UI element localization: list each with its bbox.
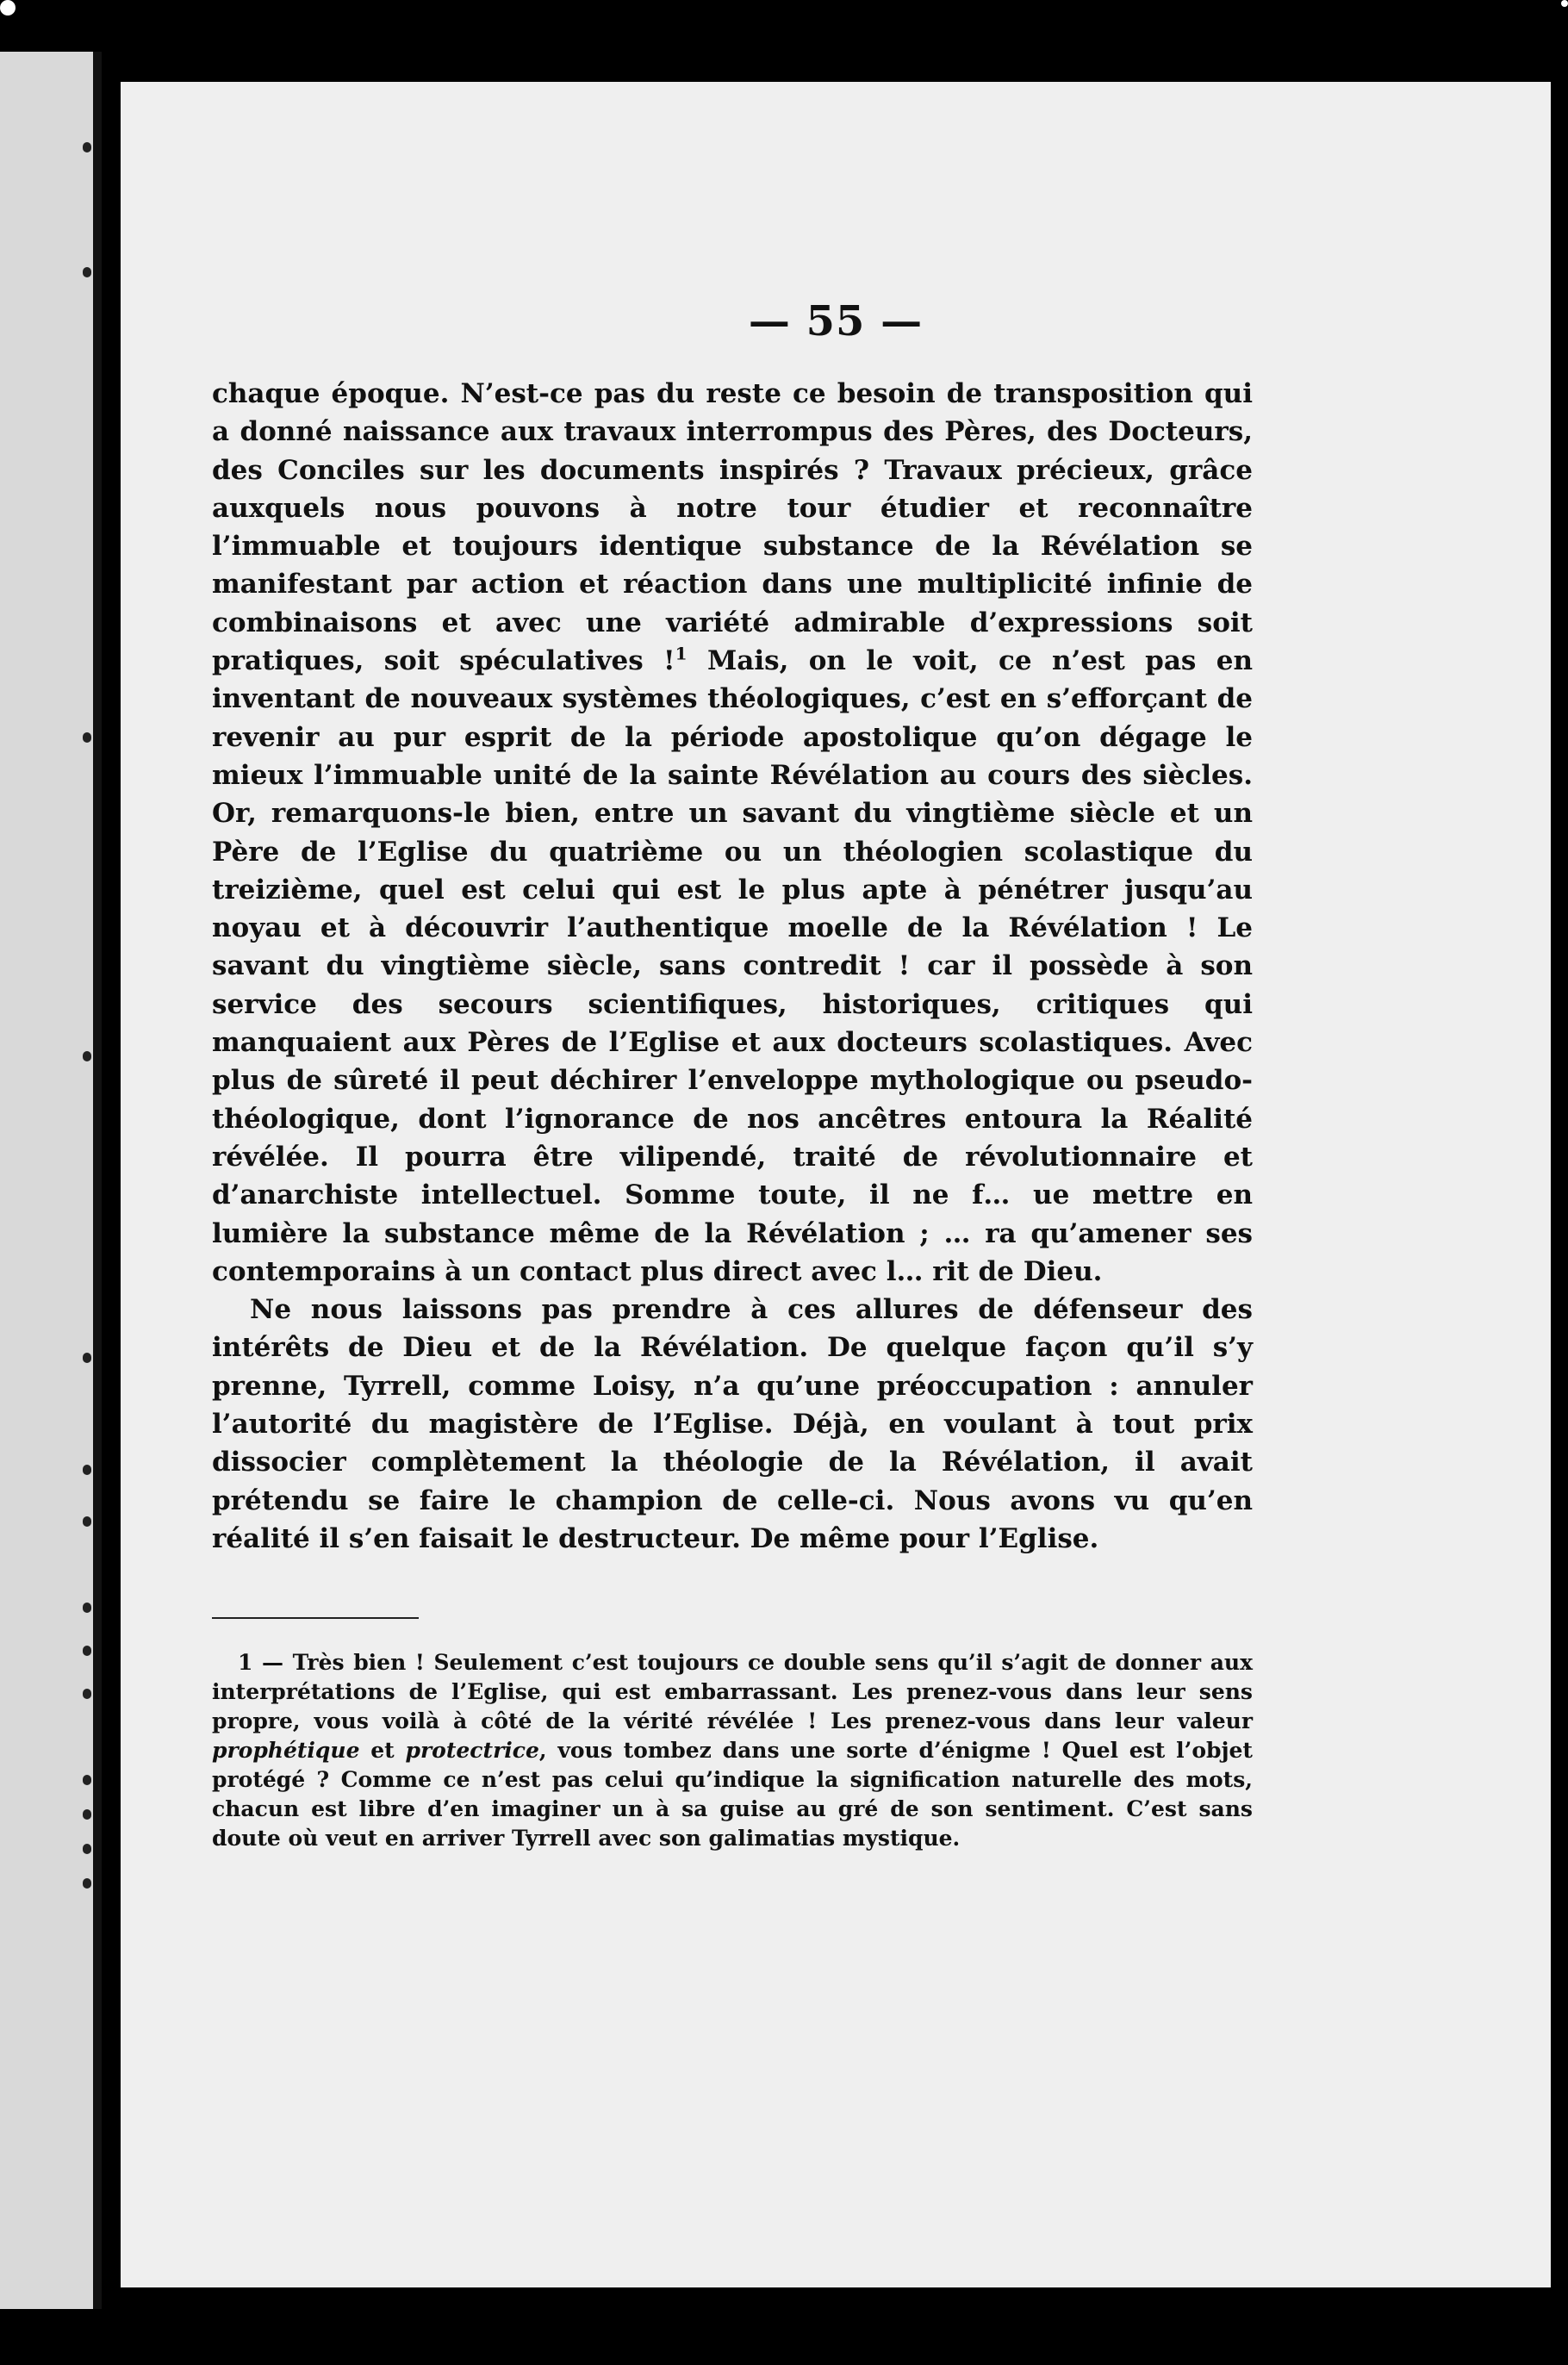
book-page — [121, 82, 1551, 2287]
footnote-text-3: , vous tombez dans une sorte d’énigme ! Quel est l’objet protégé ? Comme ce n’est pas celui qu’indique la signification naturelle des mots, chacun est libre d’en imaginer un à sa guise au gré de son sentiment. C’est sans doute où veut en arriver Tyrrell avec son galimatias mystique. — [212, 1738, 1253, 1851]
scan-corner-mark — [0, 0, 16, 16]
paragraph-1-second-part: Mais, on le voit, ce n’est pas en inventant de nouveaux systèmes théologiques, c’est en s’efforçant de revenir au pur esprit de la période apostolique qu’on dégage le mieux l’immuable unité de la sainte Révélation au cours des siècles. Or, remarquons-le bien, entre un savant du vingtième siècle et un Père de l’Eglise du quatrième ou un théologien scolastique du treizième, quel est celui qui est le plus apte à pénétrer jusqu’au noyau et à découvrir l’authentique moelle de la Révélation ! Le savant du vingtième siècle, sans contredit ! car il possède à son service des secours scientifiques, historiques, critiques qui manquaient aux Pères de l’Eglise et aux docteurs scolastiques. Avec plus de sûreté il peut déchirer l’enveloppe mythologique ou pseudo-théologique, dont l’ignorance de nos ancêtres entoura la Réalité révélée. Il pourra être vilipendé, traité de révolutionnaire et d’anarchiste intellectuel. Somme toute, il ne f… ue mettre en lumière la substance même de la Révélation ; … ra qu’amener ses contemporains à un contact plus direct avec l… rit de Dieu. — [212, 645, 1253, 1287]
footnote — [212, 1648, 1253, 1853]
main-text — [212, 375, 1253, 1558]
page-gutter — [93, 52, 102, 2309]
footnote-reference: 1 — [675, 643, 688, 664]
footnote-paragraph — [212, 1648, 1253, 1853]
footnote-italic-2: protectrice — [405, 1738, 539, 1763]
footnote-text-2: et — [359, 1738, 406, 1763]
page-number: — 55 — — [748, 297, 924, 345]
scan-corner-mark-right — [1561, 0, 1568, 7]
paragraph-2: Ne nous laissons pas prendre à ces allures de défenseur des intérêts de Dieu et de la Révélation. De quelque façon qu’il s’y prenne, Tyrrell, comme Loisy, n’a qu’une préoccupation : annuler l’autorité du magistère de l’Eglise. Déjà, en voulant à tout prix dissocier complètement la théologie de la Révélation, il avait prétendu se faire le champion de celle-ci. Nous avons vu qu’en réalité il s’en faisait le destructeur. De même pour l’Eglise. — [212, 1294, 1253, 1554]
footnote-separator — [212, 1617, 419, 1619]
footnote-text-1: 1 — Très bien ! Seulement c’est toujours ce double sens qu’il s’agit de donner aux interprétations de l’Eglise, qui est embarrassant. Les prenez-vous dans leur sens propre, vous voilà à côté de la vérité révélée ! Les prenez-vous dans leur valeur — [212, 1650, 1253, 1733]
paragraph-1 — [212, 375, 1253, 1291]
footnote-italic-1: prophétique — [212, 1738, 360, 1763]
paragraph-1-first-part: chaque époque. N’est-ce pas du reste ce besoin de transposition qui a donné naissance aux travaux interrompus des Pères, des Docteurs, des Conciles sur les documents inspirés ? Travaux précieux, grâce auxquels nous pouvons à notre tour étudier et reconnaître l’immuable et toujours identique substance de la Révélation se manifestant par action et réaction dans une multiplicité infinie de combinaisons et avec une variété admirable d’expressions soit pratiques, soit spéculatives ! — [212, 378, 1253, 677]
